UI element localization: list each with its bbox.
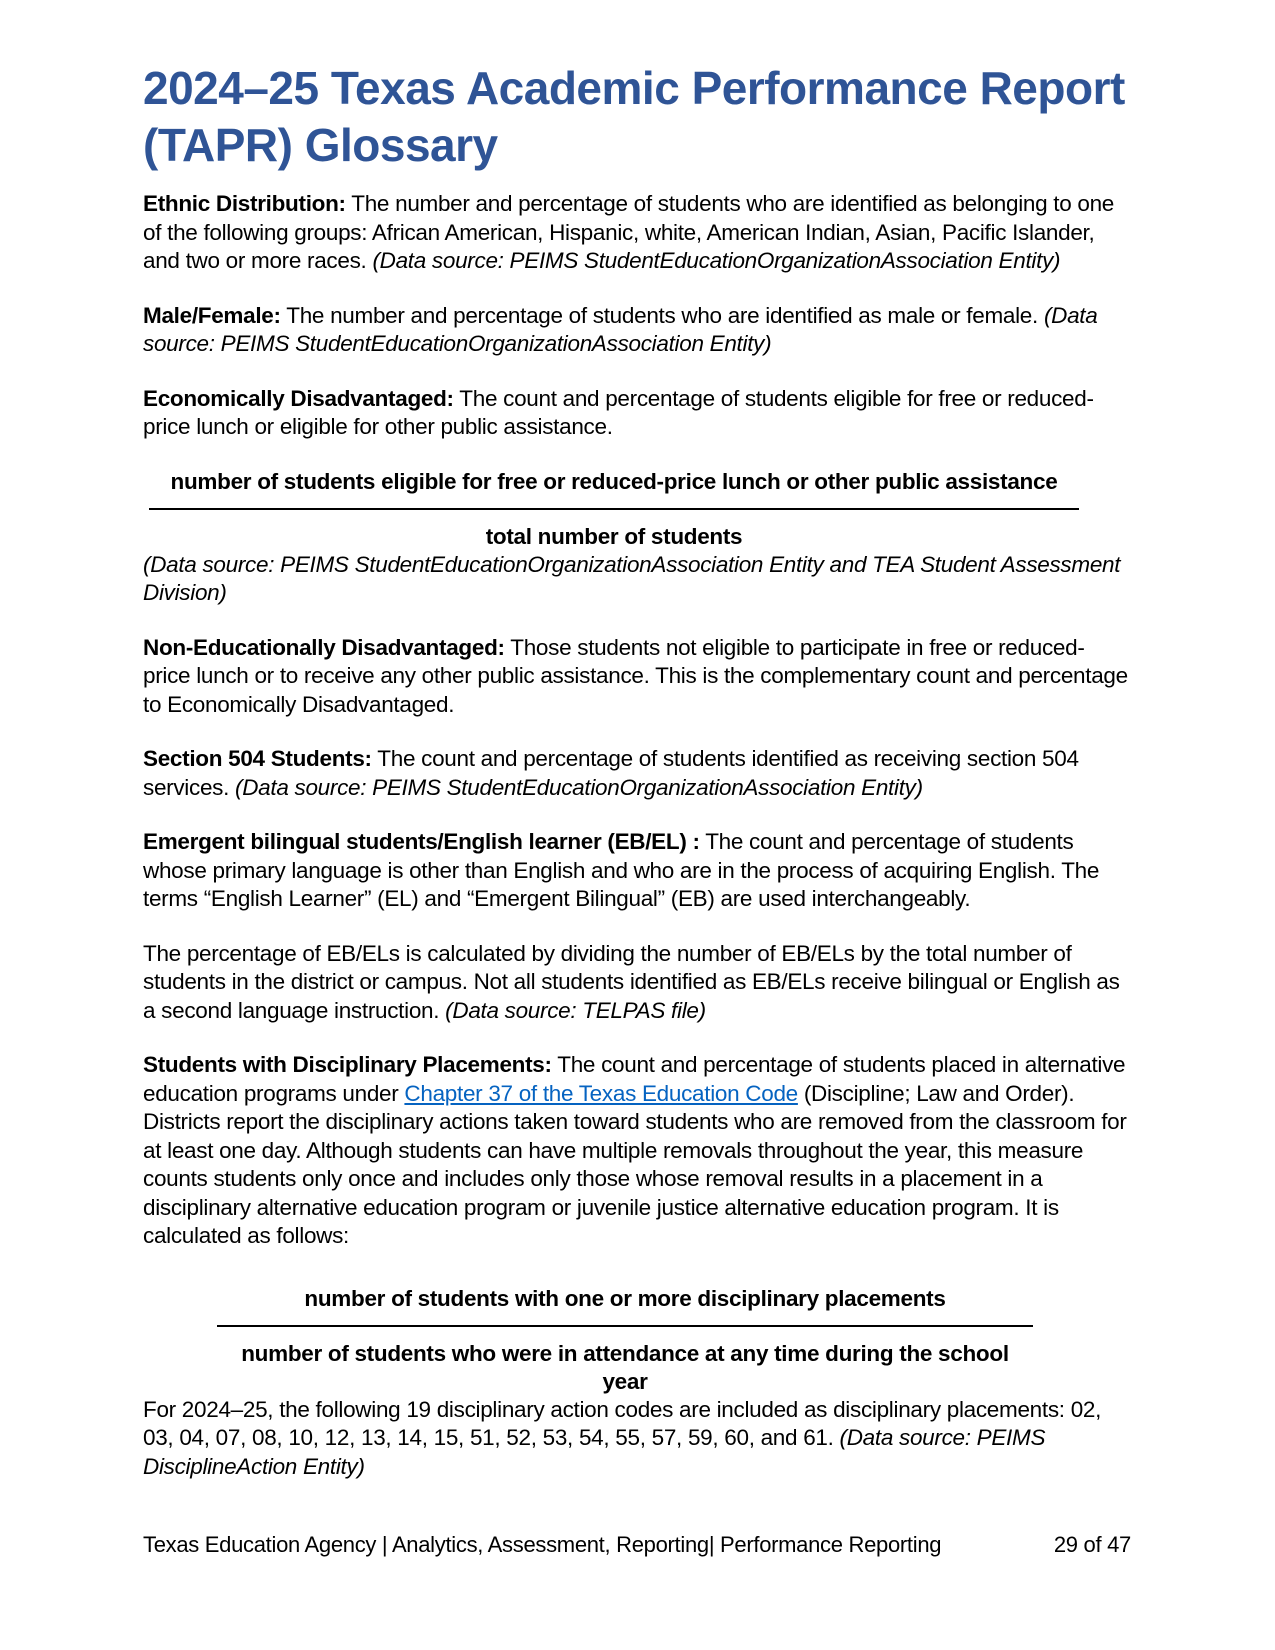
formula-denominator-econ: total number of students bbox=[485, 523, 743, 549]
term-label-male-female: Male/Female: bbox=[143, 302, 281, 328]
formula-numerator-econ: number of students eligible for free or reduced-price lunch or other public assistance bbox=[170, 468, 1058, 494]
definition-text-disciplinary-before-link: The count and percentage of students placed in alternative education programs under bbox=[143, 1052, 1126, 1106]
glossary-entry-economically-disadvantaged bbox=[143, 385, 1130, 442]
page-footer bbox=[143, 1532, 1131, 1558]
glossary-entry-ethnic-distribution bbox=[143, 190, 1130, 276]
definition-text-econ-disadv: The count and percentage of students eligible for free or reduced-price lunch or eligible for other public assistance. bbox=[143, 385, 1094, 439]
chapter-37-texas-education-code-link[interactable]: Chapter 37 of the Texas Education Code bbox=[404, 1080, 798, 1106]
term-label-eb-el: Emergent bilingual students/English learner (EB/EL) : bbox=[143, 829, 700, 854]
footer-page-number: 29 of 47 bbox=[1053, 1532, 1131, 1557]
glossary-entry-male-female bbox=[143, 302, 1130, 359]
definition-text-disc-codes: For 2024–25, the following 19 disciplinary action codes are included as disciplinary placements: 02, 03, 04, 07, 08, 10, 12, 13, 14, 15, 51, 52, 53, 54, 55, 57, 59, 60, and 61. bbox=[143, 1396, 1102, 1450]
data-source-note-ethnic: (Data source: PEIMS StudentEducationOrganizationAssociation Entity) bbox=[372, 248, 1061, 273]
data-source-note-section-504: (Data source: PEIMS StudentEducationOrganizationAssociation Entity) bbox=[235, 774, 923, 800]
glossary-entry-emergent-bilingual bbox=[143, 828, 1130, 914]
definition-text-section-504: The count and percentage of students identified as receiving section 504 services. bbox=[143, 746, 1079, 800]
glossary-paragraph-eb-el-calculation bbox=[143, 940, 1130, 1026]
term-label-non-ed-disadv: Non-Educationally Disadvantaged: bbox=[143, 634, 505, 660]
disciplinary-placements-formula bbox=[217, 1285, 1033, 1396]
data-source-note-econ-formula: (Data source: PEIMS StudentEducationOrganizationAssociation Entity and TEA Student Assessment Division) bbox=[143, 551, 1121, 605]
footer-agency-text: Texas Education Agency | Analytics, Assessment, Reporting| Performance Reporting bbox=[143, 1532, 942, 1557]
glossary-entry-disciplinary-placements bbox=[143, 1051, 1130, 1251]
page-title bbox=[143, 60, 1130, 174]
data-source-note-male-female: (Data source: PEIMS StudentEducationOrganizationAssociation Entity) bbox=[143, 302, 1098, 356]
glossary-entry-section-504 bbox=[143, 745, 1130, 802]
term-label-ethnic: Ethnic Distribution: bbox=[143, 191, 346, 216]
term-label-disciplinary: Students with Disciplinary Placements: bbox=[143, 1052, 552, 1077]
definition-text-eb-el: The count and percentage of students whose primary language is other than English and who are in the process of acquiring English. The terms “English Learner” (EL) and “Emergent Bilingual” (EB) are used interchangeably. bbox=[143, 829, 1100, 911]
title-line-1: 2024–25 Texas Academic Performance Report bbox=[143, 62, 1125, 114]
data-source-note-eb-el-calc: (Data source: TELPAS file) bbox=[445, 997, 706, 1023]
glossary-entry-non-educationally-disadvantaged bbox=[143, 634, 1130, 720]
formula-numerator-disciplinary: number of students with one or more disciplinary placements bbox=[304, 1285, 946, 1311]
definition-text-ethnic: The number and percentage of students who are identified as belonging to one of the following groups: African American, Hispanic, white, American Indian, Asian, Pacific Islander, and two or more races. bbox=[143, 191, 1115, 273]
definition-text-disciplinary-after-link: (Discipline; Law and Order). Districts report the disciplinary actions taken toward students who are removed from the classroom for at least one day. Although students can have multiple removals throughout the year, this measure counts students only once and includes only those whose removal results in a placement in a disciplinary alternative education program or juvenile justice alternative education program. It is calculated as follows: bbox=[143, 1080, 1127, 1248]
definition-text-eb-el-calc: The percentage of EB/ELs is calculated by dividing the number of EB/ELs by the total number of students in the district or campus. Not all students identified as EB/ELs receive bilingual or English as a second language instruction. bbox=[143, 940, 1120, 1023]
term-label-section-504: Section 504 Students: bbox=[143, 746, 372, 771]
definition-text-male-female: The number and percentage of students who are identified as male or female. bbox=[280, 302, 1044, 328]
glossary-paragraph-disciplinary-action-codes bbox=[143, 1396, 1130, 1482]
economically-disadvantaged-formula bbox=[149, 468, 1079, 551]
data-source-note-disc-codes: (Data source: PEIMS DisciplineAction Entity) bbox=[143, 1425, 1046, 1479]
formula-denominator-disciplinary: number of students who were in attendance at any time during the school year bbox=[241, 1340, 1009, 1394]
term-label-econ-disadv: Economically Disadvantaged: bbox=[143, 385, 454, 411]
definition-text-non-ed-disadv: Those students not eligible to participate in free or reduced-price lunch or to receive any other public assistance. This is the complementary count and percentage to Economically Disadvantaged. bbox=[143, 634, 1128, 717]
title-line-2: (TAPR) Glossary bbox=[143, 119, 498, 171]
